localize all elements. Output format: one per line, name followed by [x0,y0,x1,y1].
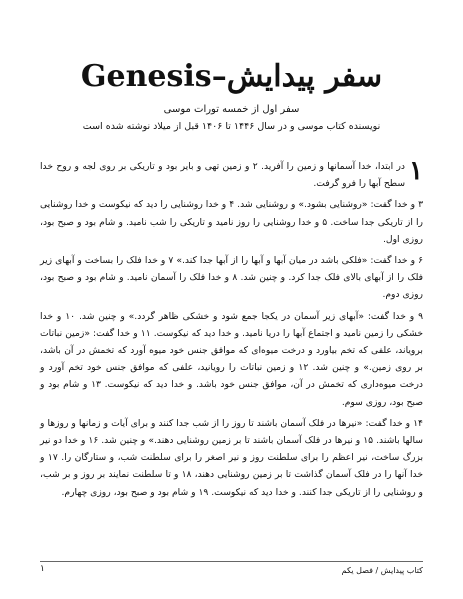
paragraph: ۹ و خدا گفت: «آبهای زیر آسمان در یکجا جمع شود و خشکی ظاهر گردد.» و چنین شد. ۱۰ و خدا خشکی را زمین نامید و اجتماع آبها را دریا نامید. و خدا دید که نیکوست. ۱۱ و خدا گفت: «زمین نباتات برویاند، علفی که تخم بیاورد و درخت میوه‌ای که موافق جنس خود میوه آورد که تخمش در آن باشد، بر روی زمین.» و چنین شد. ۱۲ و زمین نباتات را رویانید، علفی که موافق جنس خود تخم آورد و درخت میوه‌داری که تخمش در آن، موافق جنس خود باشد. و خدا دید که نیکوست. ۱۳ و شام بود و صبح بود، روزی سوم. [40,310,423,408]
author-note: نویسنده کتاب موسی و در سال ۱۴۴۶ تا ۱۴۰۶ قبل از میلاد نوشته شده است [82,121,381,132]
page-number: ۱ [40,564,45,574]
chapter-body [40,158,423,505]
subtitle: سفر اول از خمسه تورات موسی [163,104,300,115]
page-title: سفر پیدایش–Genesis [80,59,383,94]
running-head: کتاب پیدایش / فصل یکم [341,566,423,575]
paragraph: ۳ و خدا گفت: «روشنایی بشود.» و روشنایی شد. ۴ و خدا روشنایی را دید که نیکوست و خدا روشنایی را از تاریکی جدا ساخت. ۵ و خدا روشنایی را روز نامید و تاریکی را شب نامید. و شام بود و صبح بود، روزی اول. [40,199,423,245]
paragraph: در ابتدا، خدا آسمانها و زمین را آفرید. ۲ و زمین تهی و بایر بود و تاریکی بر روی لجه و روح خدا سطح آبها را فرو گرفت. [40,161,406,190]
paragraph: ۱۴ و خدا گفت: «نیرها در فلک آسمان باشند تا روز را از شب جدا کنند و برای آیات و زمانها و روزها و سالها باشند. ۱۵ و نیرها در فلک آسمان باشند تا بر زمین روشنایی دهند.» و چنین شد. ۱۶ و خدا دو نیر بزرگ ساخت، نیر اعظم را برای سلطنت روز و نیر اصغر را برای سلطنت شب، و ستارگان را. ۱۷ و خدا آنها را در فلک آسمان گذاشت تا بر زمین روشنایی دهند، ۱۸ و تا سلطنت نمایند بر روز و بر شب، و روشنایی را از تاریکی جدا کنند. و خدا دید که نیکوست. ۱۹ و شام بود و صبح بود، روزی چهارم. [40,417,424,498]
page-footer [40,561,423,577]
paragraph: ۶ و خدا گفت: «فلکی باشد در میان آبها و آبها را از آبها جدا کند.» ۷ و خدا فلک را بساخت و آبهای زیر فلک را از آبهای بالای فلک جدا کرد. و چنین شد. ۸ و خدا فلک را آسمان نامید. و شام بود و صبح بود، روزی دوم. [40,255,424,301]
chapter-number: ۱ [409,156,423,186]
